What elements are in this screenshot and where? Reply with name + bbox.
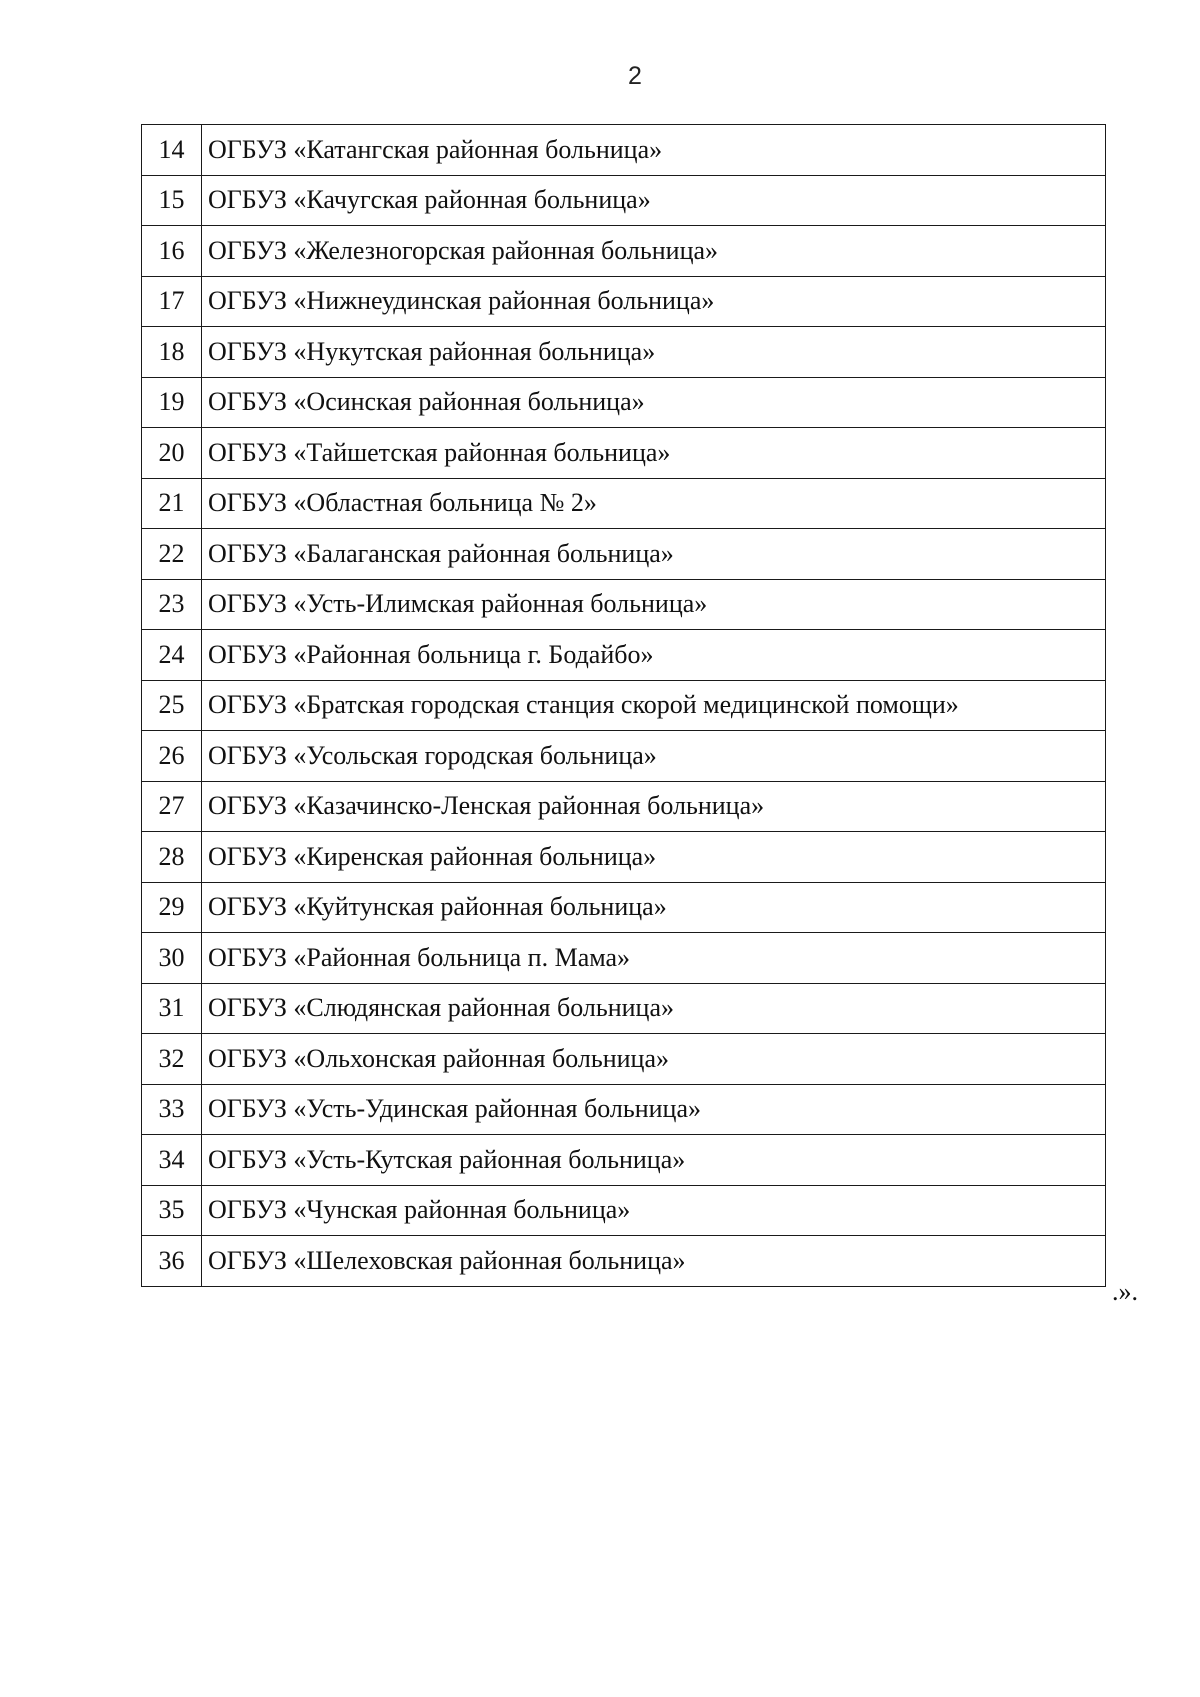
institution-name: ОГБУЗ «Районная больница г. Бодайбо» <box>202 630 1106 681</box>
institution-name: ОГБУЗ «Усть-Удинская районная больница» <box>202 1084 1106 1135</box>
institution-name: ОГБУЗ «Шелеховская районная больница» <box>202 1236 1106 1287</box>
institution-name: ОГБУЗ «Железногорская районная больница» <box>202 226 1106 277</box>
table-row <box>142 1084 1106 1135</box>
row-number: 35 <box>142 1185 202 1236</box>
row-number: 31 <box>142 983 202 1034</box>
table-row <box>142 1034 1106 1085</box>
row-number: 19 <box>142 377 202 428</box>
table-row <box>142 1135 1106 1186</box>
row-number: 15 <box>142 175 202 226</box>
institution-name: ОГБУЗ «Киренская районная больница» <box>202 832 1106 883</box>
row-number: 27 <box>142 781 202 832</box>
table-row <box>142 832 1106 883</box>
table-row <box>142 983 1106 1034</box>
row-number: 30 <box>142 933 202 984</box>
table-row <box>142 1185 1106 1236</box>
table-row <box>142 882 1106 933</box>
table-row <box>142 630 1106 681</box>
row-number: 24 <box>142 630 202 681</box>
institution-name: ОГБУЗ «Районная больница п. Мама» <box>202 933 1106 984</box>
closing-quote-mark: .». <box>1112 1277 1138 1306</box>
table-row <box>142 680 1106 731</box>
table-row <box>142 731 1106 782</box>
row-number: 33 <box>142 1084 202 1135</box>
row-number: 22 <box>142 529 202 580</box>
institution-name: ОГБУЗ «Балаганская районная больница» <box>202 529 1106 580</box>
row-number: 17 <box>142 276 202 327</box>
row-number: 21 <box>142 478 202 529</box>
table-row <box>142 125 1106 176</box>
institution-name: ОГБУЗ «Нукутская районная больница» <box>202 327 1106 378</box>
institution-name: ОГБУЗ «Усольская городская больница» <box>202 731 1106 782</box>
row-number: 34 <box>142 1135 202 1186</box>
institution-name: ОГБУЗ «Катангская районная больница» <box>202 125 1106 176</box>
row-number: 32 <box>142 1034 202 1085</box>
table-row <box>142 428 1106 479</box>
row-number: 26 <box>142 731 202 782</box>
row-number: 14 <box>142 125 202 176</box>
institution-name: ОГБУЗ «Слюдянская районная больница» <box>202 983 1106 1034</box>
hospital-table <box>141 124 1106 1287</box>
institution-name: ОГБУЗ «Областная больница № 2» <box>202 478 1106 529</box>
table-row <box>142 226 1106 277</box>
table-row <box>142 175 1106 226</box>
table-row <box>142 781 1106 832</box>
institution-name: ОГБУЗ «Качугская районная больница» <box>202 175 1106 226</box>
institution-name: ОГБУЗ «Осинская районная больница» <box>202 377 1106 428</box>
table-row <box>142 1236 1106 1287</box>
row-number: 36 <box>142 1236 202 1287</box>
table-row <box>142 529 1106 580</box>
table-row <box>142 579 1106 630</box>
table-row <box>142 276 1106 327</box>
institution-name: ОГБУЗ «Чунская районная больница» <box>202 1185 1106 1236</box>
row-number: 28 <box>142 832 202 883</box>
institution-name: ОГБУЗ «Братская городская станция скорой медицинской помощи» <box>202 680 1106 731</box>
row-number: 25 <box>142 680 202 731</box>
page-number: 2 <box>628 62 642 90</box>
hospital-table-body <box>142 125 1106 1287</box>
institution-name: ОГБУЗ «Куйтунская районная больница» <box>202 882 1106 933</box>
institution-name: ОГБУЗ «Тайшетская районная больница» <box>202 428 1106 479</box>
table-row <box>142 327 1106 378</box>
row-number: 20 <box>142 428 202 479</box>
institution-name: ОГБУЗ «Казачинско-Ленская районная больница» <box>202 781 1106 832</box>
table-row <box>142 377 1106 428</box>
row-number: 16 <box>142 226 202 277</box>
row-number: 29 <box>142 882 202 933</box>
institution-name: ОГБУЗ «Усть-Илимская районная больница» <box>202 579 1106 630</box>
row-number: 18 <box>142 327 202 378</box>
institution-name: ОГБУЗ «Нижнеудинская районная больница» <box>202 276 1106 327</box>
table-row <box>142 478 1106 529</box>
institution-name: ОГБУЗ «Ольхонская районная больница» <box>202 1034 1106 1085</box>
institution-name: ОГБУЗ «Усть-Кутская районная больница» <box>202 1135 1106 1186</box>
row-number: 23 <box>142 579 202 630</box>
table-row <box>142 933 1106 984</box>
